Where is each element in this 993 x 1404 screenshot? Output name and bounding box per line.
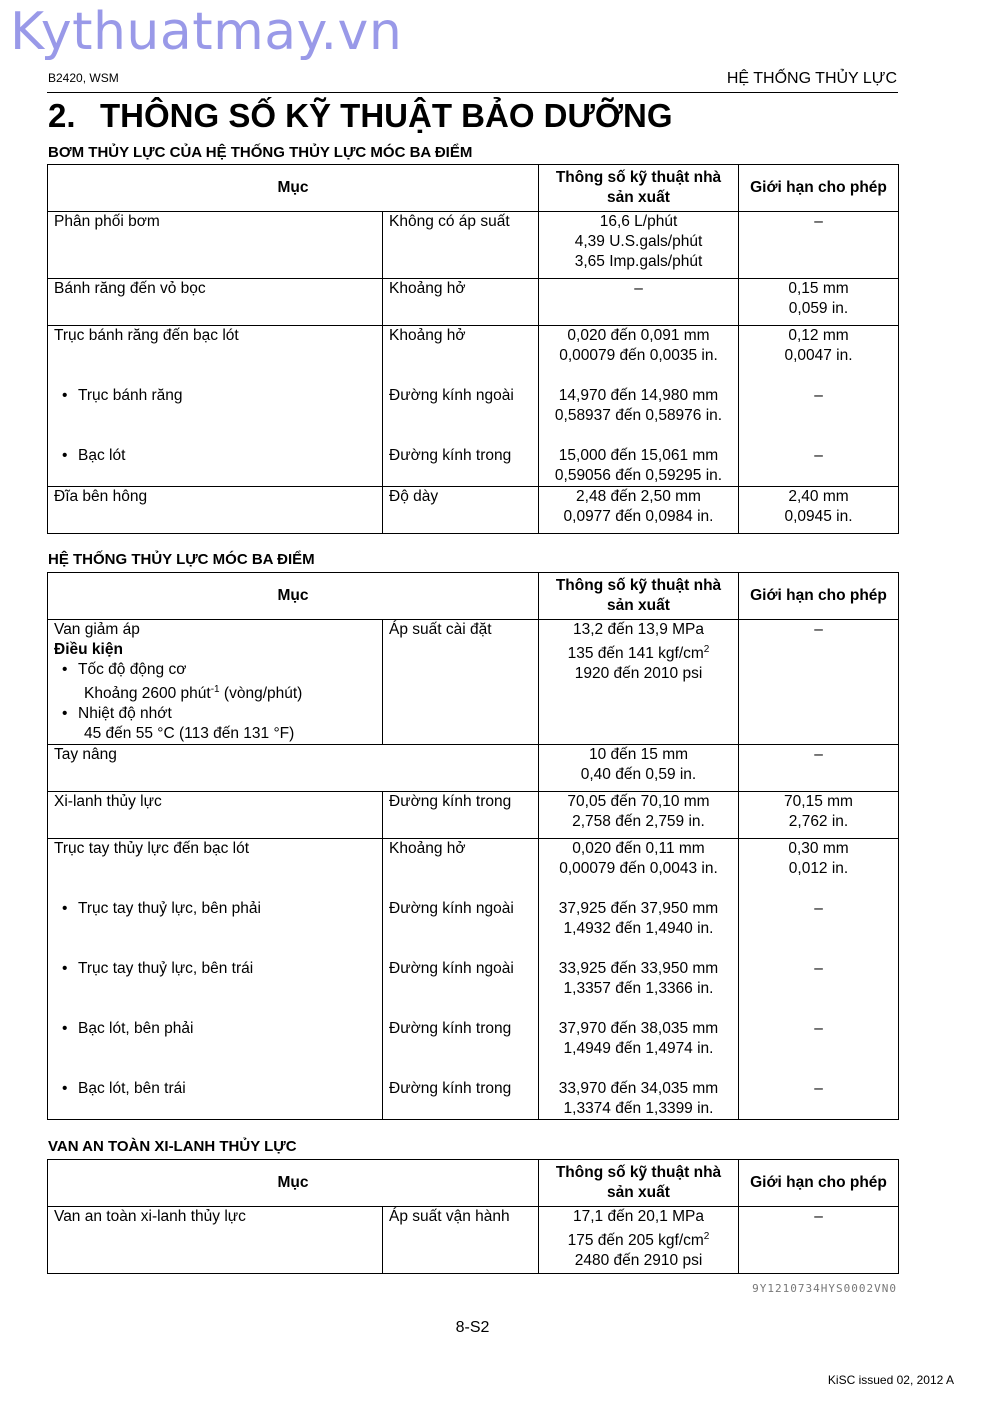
col-header-item: Mục: [48, 165, 539, 212]
spec-cell: 0,020 đến 0,091 mm 0,00079 đến 0,0035 in. 14,970 đến 14,980 mm 0,58937 đến 0,58976 in. 15,000 đến 15,061 mm 0,59056 đến 0,59295 in.: [539, 326, 739, 487]
limit-cell: 0,15 mm 0,059 in.: [739, 279, 899, 326]
spec-cell: –: [539, 279, 739, 326]
limit-cell: 70,15 mm 2,762 in.: [739, 792, 899, 839]
limit-cell: 0,12 mm 0,0047 in. – –: [739, 326, 899, 487]
item-cell: Tay nâng: [48, 745, 539, 792]
col-header-limit: Giới hạn cho phép: [739, 165, 899, 212]
table-row: [48, 620, 899, 745]
col-header-item: Mục: [48, 573, 539, 620]
col-header-limit: Giới hạn cho phép: [739, 1160, 899, 1207]
table-row: [48, 326, 899, 487]
spec-cell: 16,6 L/phút 4,39 U.S.gals/phút 3,65 Imp.gals/phút: [539, 212, 739, 279]
item-cell: Trục bánh răng đến bạc lót • Trục bánh răng • Bạc lót: [48, 326, 383, 487]
col-header-limit: Giới hạn cho phép: [739, 573, 899, 620]
limit-cell: –: [739, 212, 899, 279]
col-header-spec: Thông số kỹ thuật nhà sản xuất: [539, 573, 739, 620]
limit-cell: 0,30 mm 0,012 in. – – – –: [739, 839, 899, 1120]
spec-cell: 13,2 đến 13,9 MPa 135 đến 141 kgf/$cm^2$ 1920 đến 2010 psi: [539, 620, 739, 745]
col-header-spec: Thông số kỹ thuật nhà sản xuất: [539, 1160, 739, 1207]
spec-cell: 10 đến 15 mm 0,40 đến 0,59 in.: [539, 745, 739, 792]
table-row: [48, 212, 899, 279]
condition-cell: Áp suất cài đặt: [383, 620, 539, 745]
condition-cell: Khoảng hở Đường kính ngoài Đường kính ngoài Đường kính trong Đường kính trong: [383, 839, 539, 1120]
hitch-spec-table: [47, 572, 899, 1120]
table-header-row: [48, 573, 899, 620]
table-row: [48, 487, 899, 534]
limit-cell: –: [739, 620, 899, 745]
limit-cell: 2,40 mm 0,0945 in.: [739, 487, 899, 534]
title-text: THÔNG SỐ KỸ THUẬT BẢO DƯỠNG: [100, 97, 673, 134]
condition-cell: Đường kính trong: [383, 792, 539, 839]
table-row: [48, 839, 899, 1120]
table-row: [48, 1207, 899, 1274]
header-model: B2420, WSM: [48, 71, 119, 85]
table-header-row: [48, 1160, 899, 1207]
section-heading-pump: BƠM THỦY LỰC CỦA HỆ THỐNG THỦY LỰC MÓC BA ĐIỂM: [48, 144, 473, 161]
spec-cell: 70,05 đến 70,10 mm 2,758 đến 2,759 in.: [539, 792, 739, 839]
item-cell: Đĩa bên hông: [48, 487, 383, 534]
section-heading-safety-valve: VAN AN TOÀN XI-LANH THỦY LỰC: [48, 1138, 297, 1155]
pump-spec-table: [47, 164, 899, 534]
safety-valve-table: [47, 1159, 899, 1274]
spec-cell: 2,48 đến 2,50 mm 0,0977 đến 0,0984 in.: [539, 487, 739, 534]
limit-cell: –: [739, 1207, 899, 1274]
item-cell: Trục tay thủy lực đến bạc lót • Trục tay thuỷ lực, bên phải • Trục tay thuỷ lực, bên trái • Bạc lót, bên phải • Bạc lót, bên trái: [48, 839, 383, 1120]
condition-cell: Khoảng hở Đường kính ngoài Đường kính trong: [383, 326, 539, 487]
col-header-item: Mục: [48, 1160, 539, 1207]
page-title: [48, 97, 673, 135]
issue-note: KiSC issued 02, 2012 A: [827, 1373, 954, 1387]
table-row: [48, 792, 899, 839]
condition-cell: Độ dày: [383, 487, 539, 534]
title-number: 2.: [48, 97, 76, 134]
condition-cell: Khoảng hở: [383, 279, 539, 326]
condition-cell: Không có áp suất: [383, 212, 539, 279]
col-header-spec: Thông số kỹ thuật nhà sản xuất: [539, 165, 739, 212]
item-cell: Bánh răng đến vỏ bọc: [48, 279, 383, 326]
table-header-row: [48, 165, 899, 212]
spec-cell: 17,1 đến 20,1 MPa 175 đến 205 kgf/$cm^2$ 2480 đến 2910 psi: [539, 1207, 739, 1274]
table-row: [48, 279, 899, 326]
page-number: 8-S2: [455, 1319, 490, 1336]
item-cell: Phân phối bơm: [48, 212, 383, 279]
table-row: [48, 745, 899, 792]
item-cell: Van an toàn xi-lanh thủy lực: [48, 1207, 383, 1274]
spec-cell: 0,020 đến 0,11 mm 0,00079 đến 0,0043 in. 37,925 đến 37,950 mm 1,4932 đến 1,4940 in. 33,925 đến 33,950 mm 1,3357 đến 1,3366 in. 37,970 đến 38,035 mm 1,4949 đến 1,4974 in. 33,970 đến 34,035 mm 1,3374 đến 1,3399 in.: [539, 839, 739, 1120]
header-rule: [47, 92, 898, 93]
limit-cell: –: [739, 745, 899, 792]
watermark-logo: Kythuatmay.vn: [10, 2, 403, 62]
header-chapter: HỆ THỐNG THỦY LỰC: [726, 70, 897, 87]
document-code: 9Y1210734HYS0002VN0: [752, 1282, 897, 1295]
item-cell: Van giảm áp Điều kiện • Tốc độ động cơ Khoảng 2600 phút$^{-1}$ (vòng/phút) • Nhiệt độ nhớt 45 đến 55 °C (113 đến 131 °F): [48, 620, 383, 745]
condition-cell: Áp suất vận hành: [383, 1207, 539, 1274]
item-cell: Xi-lanh thủy lực: [48, 792, 383, 839]
section-heading-hitch: HỆ THỐNG THỦY LỰC MÓC BA ĐIỂM: [48, 551, 315, 568]
